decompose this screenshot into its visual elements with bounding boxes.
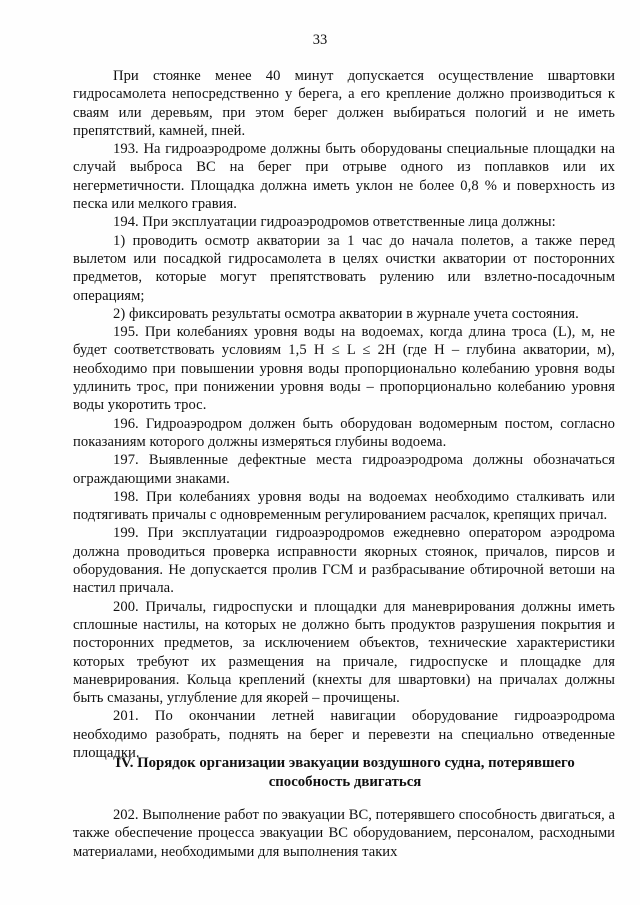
paragraph-195: 195. При колебаниях уровня воды на водоемах, когда длина троса (L), м, не будет соответствовать условиям 1,5 H ≤ L ≤ 2H (где H – глубина акватории, м), необходимо при повышении уровня воды пропорционально колебанию уровня воды удлинить трос, при понижении уровня воды – пропорционально колебанию уровня воды укоротить трос.	[73, 324, 615, 414]
paragraph-mooring: При стоянке менее 40 минут допускается осуществление швартовки гидросамолета непосредственно у берега, а его крепление должно производиться к сваям или деревьям, при этом берег должен выбираться пологий и не иметь препятствий, камней, пней.	[73, 68, 615, 139]
section-heading: IV. Порядок организации эвакуации воздушного судна, потерявшего способность двигаться	[115, 755, 575, 790]
list-item-194-1: 1) проводить осмотр акватории за 1 час до начала полетов, а также перед вылетом или посадкой гидросамолета в целях очистки акватории от посторонних предметов, которые могут препятствовать рулению или взлетно-посадочным операциям;	[73, 232, 615, 304]
paragraph-196: 196. Гидроаэродром должен быть оборудован водомерным постом, согласно показаниям которого должны измеряться глубины водоема.	[73, 415, 615, 450]
paragraph-197: 197. Выявленные дефектные места гидроаэродрома должны обозначаться ограждающими знаками.	[73, 452, 615, 487]
document-body	[73, 67, 615, 762]
paragraph-202: 202. Выполнение работ по эвакуации ВС, потерявшего способность двигаться, а также обеспечение процесса эвакуации ВС оборудованием, персоналом, расходными материалами, необходимыми для выполнения таких	[73, 807, 615, 860]
list-item-194-2: 2) фиксировать результаты осмотра акватории в журнале учета состояния.	[113, 305, 579, 322]
paragraph-201: 201. По окончании летней навигации оборудование гидроаэродрома необходимо разобрать, поднять на берег и перевезти на специально отведенные площадки.	[73, 708, 615, 761]
page-number: 33	[312, 32, 328, 48]
paragraph-199: 199. При эксплуатации гидроаэродромов ежедневно оператором аэродрома должна проводиться проверка исправности якорных стоянок, причалов, пирсов и оборудования. Не допускается пролив ГСМ и разбрасывание обтирочной ветоши на настил причала.	[73, 525, 615, 597]
paragraph-198: 198. При колебаниях уровня воды на водоемах необходимо сталкивать или подтягивать причалы с одновременным регулированием расчалок, крепящих причал.	[73, 488, 615, 524]
paragraph-194: 194. При эксплуатации гидроаэродромов ответственные лица должны:	[113, 214, 556, 231]
document-body-continued	[73, 806, 615, 861]
paragraph-200: 200. Причалы, гидроспуски и площадки для маневрирования должны иметь сплошные настилы, на которых не должно быть продуктов разрушения покрытия и посторонних предметов, за исключением объектов, технические характеристики которых требуют их размещения на причале, гидроспуске и площадке для маневрирования. Кольца креплений (кнехты для швартовки) на причалах должны быть смазаны, углубление для якорей – прочищены.	[73, 598, 615, 707]
paragraph-193: 193. На гидроаэродроме должны быть оборудованы специальные площадки на случай выброса ВС на берег при отрыве одного из поплавков или их негерметичности. Площадка должна иметь уклон не более 0,8 % и поверхность из песка или мелкого гравия.	[73, 141, 615, 213]
